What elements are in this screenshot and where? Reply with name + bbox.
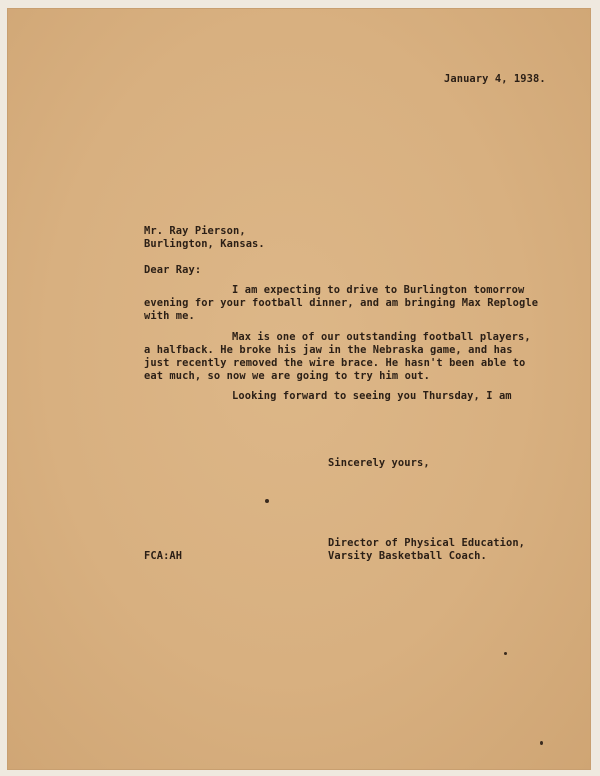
paper-sheet xyxy=(7,8,591,770)
letter-date: January 4, 1938. xyxy=(444,73,546,85)
paper-spot xyxy=(540,741,543,745)
paper-spot xyxy=(504,652,507,655)
body-line: with me. xyxy=(144,310,195,322)
body-line: a halfback. He broke his jaw in the Nebraska game, and has xyxy=(144,344,513,356)
body-line: Max is one of our outstanding football players, xyxy=(232,331,531,343)
reference-initials: FCA:AH xyxy=(144,550,183,562)
body-line: eat much, so now we are going to try him out. xyxy=(144,370,431,382)
body-line: Looking forward to seeing you Thursday, I am xyxy=(232,390,512,402)
signer-title: Varsity Basketball Coach. xyxy=(328,550,487,562)
body-line: evening for your football dinner, and am bringing Max Replogle xyxy=(144,297,539,309)
recipient-address: Burlington, Kansas. xyxy=(144,238,265,250)
salutation: Dear Ray: xyxy=(144,264,202,276)
closing: Sincerely yours, xyxy=(328,457,430,469)
body-line: just recently removed the wire brace. He hasn't been able to xyxy=(144,357,526,369)
body-line: I am expecting to drive to Burlington tomorrow xyxy=(232,284,525,296)
paper-spot xyxy=(265,499,269,503)
signer-title: Director of Physical Education, xyxy=(328,537,526,549)
recipient-name: Mr. Ray Pierson, xyxy=(144,225,246,237)
